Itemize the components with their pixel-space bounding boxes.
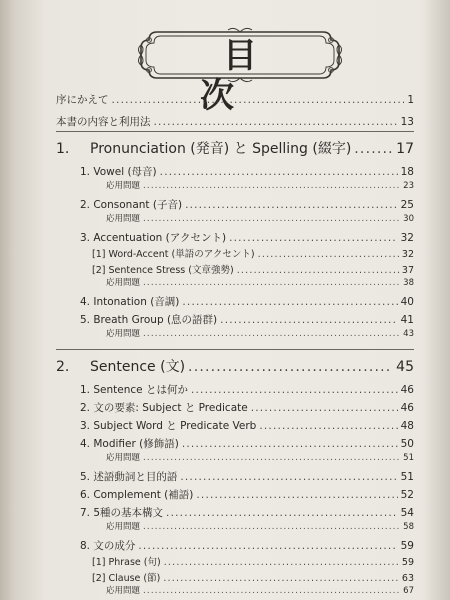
page-number: 41 (400, 314, 414, 326)
toc-entry-item-label: 7. 5種の基本構文 (80, 507, 164, 519)
dot-leader (143, 453, 400, 463)
toc-entry-item[interactable] (80, 312, 414, 327)
dot-leader (160, 166, 398, 178)
toc-entry-sub[interactable] (92, 570, 414, 584)
toc-entry-item-label: 2. Consonant (子音) (80, 199, 183, 211)
page-number: 51 (403, 453, 414, 463)
toc-chapter-heading-label (56, 138, 351, 158)
dot-leader (143, 522, 400, 532)
toc-entry-app-label: 応用問題 (106, 586, 141, 596)
toc-entry-item[interactable] (80, 294, 414, 309)
page-number: 59 (400, 540, 414, 552)
toc-entry-item-label: 4. Modifier (修飾語) (80, 438, 179, 450)
page-number: 46 (400, 402, 414, 414)
dot-leader (182, 296, 397, 308)
toc-entry-item-label: 5. 述語動詞と目的語 (80, 471, 178, 483)
dot-leader (143, 278, 400, 288)
page-number: 30 (403, 214, 414, 224)
toc-entry-sub[interactable] (92, 246, 414, 260)
toc-entry-sub-label: [1] Word-Accent (単語のアクセント) (92, 249, 255, 260)
toc-entry-item-label: 6. Complement (補語) (80, 489, 194, 501)
toc-entry-sub-label: [2] Clause (節) (92, 573, 161, 584)
page-number: 23 (403, 181, 414, 191)
toc-intro-entry[interactable] (56, 114, 414, 129)
dot-leader (185, 199, 398, 211)
toc-entry-app-label: 応用問題 (106, 214, 141, 224)
dot-leader (154, 116, 398, 128)
toc-entry-item-label: 3. Subject Word と Predicate Verb (80, 420, 257, 432)
page-number: 32 (401, 249, 414, 260)
toc-entry-app[interactable] (106, 276, 414, 288)
dot-leader (259, 420, 397, 432)
dot-leader (143, 586, 400, 596)
dot-leader (220, 314, 397, 326)
page-title: 目 次 (200, 36, 303, 116)
chapter-number: 2. (56, 359, 70, 375)
toc-entry-item[interactable] (80, 230, 414, 245)
toc-entry-item-label: 4. Intonation (音調) (80, 296, 180, 308)
section-divider (56, 349, 414, 350)
page-number: 18 (400, 166, 414, 178)
dot-leader (166, 507, 398, 519)
toc-entry-item-label: 5. Breath Group (息の語群) (80, 314, 218, 326)
page-number: 37 (401, 265, 414, 276)
toc-entry-app[interactable] (106, 520, 414, 532)
page-number: 63 (401, 573, 414, 584)
page-number: 50 (400, 438, 414, 450)
toc-entry-app-label: 応用問題 (106, 181, 141, 191)
page-number: 43 (403, 329, 414, 339)
dot-leader (143, 329, 400, 339)
dot-leader (229, 232, 398, 244)
dot-leader (112, 94, 405, 106)
toc-intro-entry[interactable] (56, 92, 414, 107)
page-number: 38 (403, 278, 414, 288)
toc-entry-app[interactable] (106, 179, 414, 191)
toc-chapter-heading[interactable] (56, 356, 414, 376)
toc-entry-app-label: 応用問題 (106, 278, 141, 288)
dot-leader (251, 402, 398, 414)
dot-leader (180, 471, 397, 483)
page-number: 51 (400, 471, 414, 483)
dot-leader (354, 141, 393, 157)
dot-leader (182, 438, 398, 450)
toc-entry-item[interactable] (80, 382, 414, 397)
toc-intro-entry-label: 序にかえて (56, 94, 109, 106)
toc-entry-item-label: 8. 文の成分 (80, 540, 136, 552)
dot-leader (237, 265, 399, 276)
page-number: 25 (400, 199, 414, 211)
toc-entry-app-label: 応用問題 (106, 522, 141, 532)
toc-entry-app[interactable] (106, 212, 414, 224)
toc-entry-sub[interactable] (92, 554, 414, 568)
chapter-title: Pronunciation (発音) と Spelling (綴字) (90, 141, 352, 157)
section-divider (56, 131, 414, 132)
toc-entry-sub-label: [2] Sentence Stress (文章強勢) (92, 265, 234, 276)
dot-leader (196, 489, 397, 501)
toc-entry-app[interactable] (106, 451, 414, 463)
toc-entry-item-label: 1. Vowel (母音) (80, 166, 157, 178)
page-number: 48 (400, 420, 414, 432)
chapter-number: 1. (56, 141, 70, 157)
toc-entry-app[interactable] (106, 584, 414, 596)
toc-entry-item-label: 1. Sentence とは何か (80, 384, 188, 396)
toc-entry-item[interactable] (80, 197, 414, 212)
toc-entry-item[interactable] (80, 469, 414, 484)
toc-entry-app-label: 応用問題 (106, 329, 141, 339)
toc-entry-item[interactable] (80, 418, 414, 433)
dot-leader (138, 540, 397, 552)
toc-intro-entry-label: 本書の内容と利用法 (56, 116, 151, 128)
dot-leader (188, 359, 393, 375)
page-number: 17 (396, 141, 414, 157)
dot-leader (191, 384, 398, 396)
toc-entry-item-label: 2. 文の要素: Subject と Predicate (80, 402, 248, 414)
page-number: 40 (400, 296, 414, 308)
dot-leader (143, 181, 400, 191)
page-number: 1 (407, 94, 414, 106)
toc-entry-item[interactable] (80, 164, 414, 179)
chapter-title: Sentence (文) (90, 359, 186, 375)
toc-entry-item[interactable] (80, 400, 414, 415)
toc-chapter-heading[interactable] (56, 138, 414, 158)
toc-entry-item[interactable] (80, 487, 414, 502)
page-number: 46 (400, 384, 414, 396)
toc-entry-sub-label: [1] Phrase (句) (92, 557, 161, 568)
page-number: 58 (403, 522, 414, 532)
dot-leader (143, 214, 400, 224)
toc-entry-item-label: 3. Accentuation (アクセント) (80, 232, 227, 244)
page-number: 59 (401, 557, 414, 568)
page-number: 54 (400, 507, 414, 519)
toc-entry-item[interactable] (80, 505, 414, 520)
page-number: 32 (400, 232, 414, 244)
dot-leader (164, 557, 399, 568)
toc-chapter-heading-label (56, 356, 185, 376)
dot-leader (258, 249, 399, 260)
page-number: 67 (403, 586, 414, 596)
page-number: 45 (396, 359, 414, 375)
toc-entry-sub[interactable] (92, 262, 414, 276)
toc-entry-item[interactable] (80, 538, 414, 553)
dot-leader (163, 573, 399, 584)
toc-entry-app[interactable] (106, 327, 414, 339)
toc-entry-app-label: 応用問題 (106, 453, 141, 463)
page-number: 13 (400, 116, 414, 128)
page-number: 52 (400, 489, 414, 501)
toc-entry-item[interactable] (80, 436, 414, 451)
